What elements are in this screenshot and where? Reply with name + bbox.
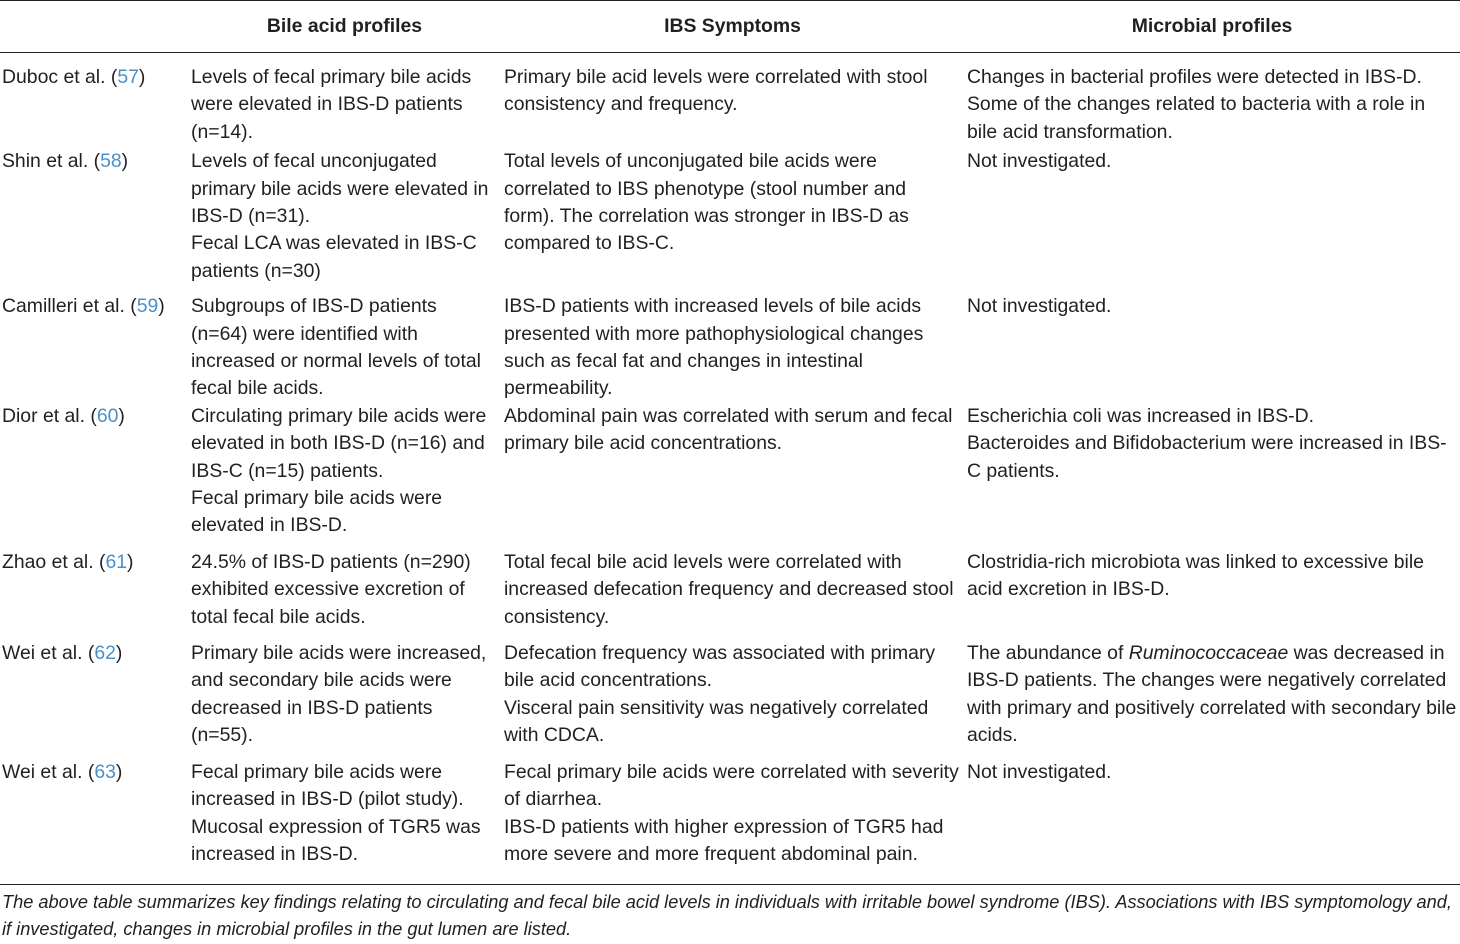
reference-link[interactable]: 60 [96,404,119,427]
study-name-end: ) [158,295,165,318]
table-caption: The above table summarizes key findings relating to circulating and fecal bile acid levels in individuals with irritable bowel syndrome (IBS). Associations with IBS symptomology and, if investigated, changes in microbial profiles in the gut lumen are listed. [2,892,1452,940]
table-row [0,291,1460,403]
reference-link[interactable]: 59 [136,295,159,318]
bile-acid-line: 24.5% of IBS-D patients (n=290) exhibited excessive excretion of total fecal bile acids. [191,550,471,628]
microbial-taxon: Ruminococcaceae [1128,641,1289,664]
table-row [0,757,1460,889]
bile-acid-cell [188,757,501,889]
bile-acid-cell [188,639,501,757]
symptoms-cell [501,548,964,639]
microbial-cell [964,291,1460,403]
bile-acid-line: Levels of fecal primary bile acids were elevated in IBS-D patients (n=14). [191,66,472,143]
bile-acid-line: Subgroups of IBS-D patients (n=64) were identified with increased or normal levels of total fecal bile acids. [191,295,481,400]
bile-acid-line: Fecal LCA was elevated in IBS-C patients (n=30) [191,232,477,282]
table-row [0,146,1460,291]
study-cell [0,146,188,291]
bile-acid-cell [188,53,501,147]
symptoms-line: IBS-D patients with increased levels of bile acids presented with more pathophysiological changes such as fecal fat and changes in intestinal permeability. [504,295,924,400]
study-cell [0,403,188,548]
study-name-end: ) [121,150,129,173]
symptoms-line: Total fecal bile acid levels were correlated with increased defecation frequency and decreased stool consistency. [504,550,954,628]
header-study [0,1,188,53]
table-row [0,548,1460,639]
study-name: Zhao et al. ( [2,550,106,573]
study-name: Dior et al. ( [2,404,97,427]
reference-link[interactable]: 63 [94,760,116,783]
study-name: Camilleri et al. ( [2,295,137,318]
header-bile-acid-profiles: Bile acid profiles [188,1,501,53]
microbial-line: Escherichia coli was increased in IBS-D. [967,404,1315,427]
reference-link[interactable]: 61 [105,550,128,573]
study-name: Wei et al. ( [2,760,95,783]
study-name: Wei et al. ( [2,641,95,664]
study-cell [0,639,188,757]
study-cell [0,548,188,639]
table-bottom-rule [0,884,1460,885]
symptoms-line: IBS-D patients with higher expression of TGR5 had more severe and more frequent abdominal pain. [504,815,944,866]
symptoms-cell [501,53,964,147]
microbial-cell [964,53,1460,147]
symptoms-cell [501,291,964,403]
table-body [0,53,1460,889]
table-row [0,403,1460,548]
study-name: Shin et al. ( [2,150,101,173]
study-cell [0,291,188,403]
symptoms-cell [501,403,964,548]
symptoms-cell [501,146,964,291]
bile-acid-cell [188,548,501,639]
symptoms-line: Abdominal pain was correlated with serum and fecal primary bile acid concentrations. [504,404,953,455]
microbial-line: Not investigated. [967,150,1112,173]
bile-acid-cell [188,403,501,548]
microbial-cell [964,639,1460,757]
microbial-line: Clostridia-rich microbiota was linked to excessive bile acid excretion in IBS-D. [967,550,1424,601]
microbial-cell [964,757,1460,889]
table-header [0,1,1460,53]
microbial-cell [964,146,1460,291]
symptoms-line: Fecal primary bile acids were correlated with severity of diarrhea. [504,760,959,811]
microbial-line: Changes in bacterial profiles were detected in IBS-D. Some of the changes related to bacteria with a role in bile acid transformation. [967,66,1426,143]
study-name-end: ) [115,760,123,783]
symptoms-line: Visceral pain sensitivity was negatively correlated with CDCA. [504,696,929,747]
symptoms-line: Defecation frequency was associated with primary bile acid concentrations. [504,641,936,692]
header-ibs-symptoms: IBS Symptoms [501,1,964,53]
bile-acid-line: Fecal primary bile acids were elevated in IBS-D. [191,487,443,537]
bile-acid-line: Fecal primary bile acids were increased in IBS-D (pilot study). [191,760,464,811]
symptoms-cell [501,757,964,889]
reference-link[interactable]: 57 [117,66,139,88]
bile-acid-cell [188,146,501,291]
study-name-end: ) [138,66,146,88]
microbial-line: Not investigated. [967,760,1112,783]
microbial-line: Not investigated. [967,295,1112,318]
bile-acid-cell [188,291,501,403]
study-name-end: ) [115,641,123,664]
study-name-end: ) [118,404,125,427]
reference-link[interactable]: 62 [94,641,116,664]
symptoms-line: Total levels of unconjugated bile acids were correlated to IBS phenotype (stool number and form). The correlation was stronger in IBS-D as compared to IBS-C. [504,150,909,255]
microbial-cell [964,403,1460,548]
microbial-cell [964,548,1460,639]
reference-link[interactable]: 58 [100,150,122,173]
symptoms-cell [501,639,964,757]
bile-acid-line: Circulating primary bile acids were elevated in both IBS-D (n=16) and IBS-C (n=15) patients. [191,404,487,482]
header-row [0,1,1460,53]
table-row [0,639,1460,757]
study-name-end: ) [127,550,134,573]
table-row [0,53,1460,147]
bile-acid-line: Levels of fecal unconjugated primary bile acids were elevated in IBS-D (n=31). [191,150,489,228]
microbial-text: was decreased in IBS-D patients. The changes were negatively correlated with primary and positively correlated with secondary bile acids. [967,641,1457,747]
study-cell [0,757,188,889]
microbial-text: The abundance of [967,641,1129,664]
symptoms-line: Primary bile acid levels were correlated with stool consistency and frequency. [504,66,928,116]
header-microbial-profiles: Microbial profiles [964,1,1460,53]
bile-acid-line: Primary bile acids were increased, and secondary bile acids were decreased in IBS-D patients (n=55). [191,641,487,747]
study-name: Duboc et al. ( [2,66,118,88]
bile-acid-line: Mucosal expression of TGR5 was increased in IBS-D. [191,815,481,866]
microbial-line: Bacteroides and Bifidobacterium were increased in IBS-C patients. [967,432,1447,482]
study-cell [0,53,188,147]
